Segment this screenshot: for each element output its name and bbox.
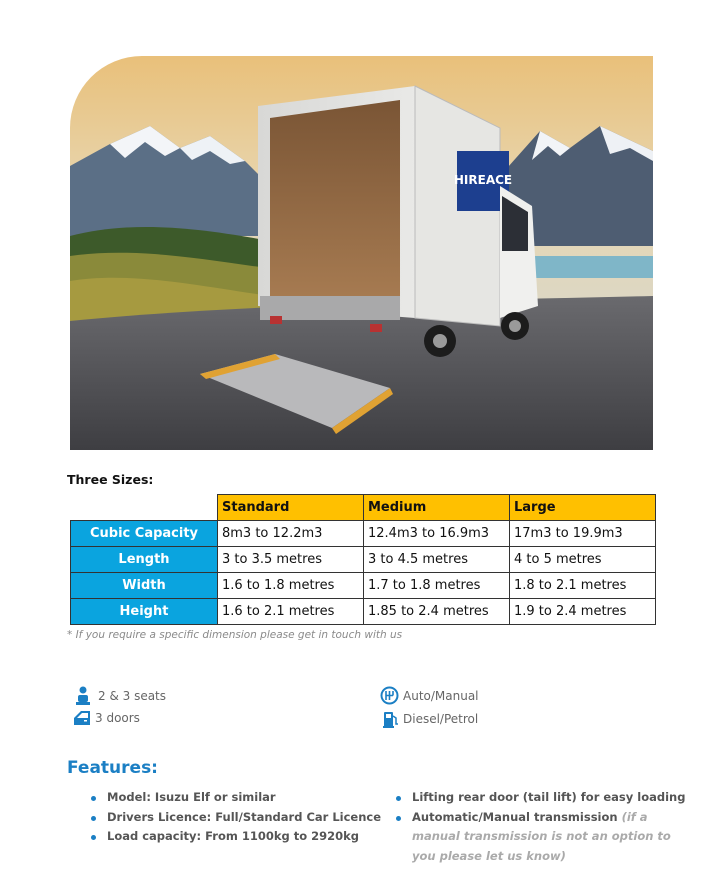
table-cell: 3 to 4.5 metres [364,547,510,573]
col-large: Large [510,495,656,521]
gear-shift-icon [380,686,399,705]
features-title: Features: [67,758,158,778]
feature-text: Drivers Licence: Full/Standard Car Licence [107,809,382,824]
spec-seats-label: 2 & 3 seats [98,689,167,703]
features-list-left [91,788,391,847]
table-corner [71,495,218,521]
brand-text: HIREACE [453,173,513,187]
fuel-pump-icon [382,709,399,729]
dimension-note: * If you require a specific dimension please get in touch with us [67,629,403,641]
feature-text: Lifting rear door (tail lift) for easy loading [412,790,686,804]
list-item [91,827,391,847]
table-row [71,521,656,547]
col-standard: Standard [218,495,364,521]
table-row [71,599,656,625]
car-door-icon [72,709,92,727]
table-cell: 1.85 to 2.4 metres [364,599,510,625]
feature-text: Model: Isuzu Elf or similar [107,790,276,804]
bullet-icon [396,796,401,801]
feature-text: Automatic/Manual transmission [412,809,622,824]
list-item [91,788,391,808]
spec-doors-label: 3 doors [95,711,140,725]
spec-doors [72,709,140,727]
list-item [91,808,391,828]
bullet-icon [91,796,96,801]
bullet-icon [91,816,96,821]
row-label-width: Width [71,573,218,599]
table-cell: 3 to 3.5 metres [218,547,364,573]
table-cell: 1.7 to 1.8 metres [364,573,510,599]
table-cell: 8m3 to 12.2m3 [218,521,364,547]
table-row [71,547,656,573]
sizes-table [70,494,656,625]
spec-seats [74,686,166,706]
spec-transmission [380,686,479,705]
row-label-cubic-capacity: Cubic Capacity [71,521,218,547]
table-cell: 4 to 5 metres [510,547,656,573]
bullet-icon [91,835,96,840]
table-header-row [71,495,656,521]
list-item [396,808,686,867]
row-label-length: Length [71,547,218,573]
table-cell: 1.9 to 2.4 metres [510,599,656,625]
table-cell: 1.6 to 2.1 metres [218,599,364,625]
table-cell: 17m3 to 19.9m3 [510,521,656,547]
bullet-icon [396,816,401,821]
hero-image [70,56,653,450]
features-list-right [396,788,686,866]
table-cell: 1.6 to 1.8 metres [218,573,364,599]
table-row [71,573,656,599]
table-cell: 12.4m3 to 16.9m3 [364,521,510,547]
row-label-height: Height [71,599,218,625]
col-medium: Medium [364,495,510,521]
table-cell: 1.8 to 2.1 metres [510,573,656,599]
list-item [396,788,686,808]
spec-fuel-label: Diesel/Petrol [403,712,479,726]
sizes-heading: Three Sizes: [67,472,154,487]
spec-fuel [382,709,478,729]
feature-text: Load capacity: From 1100kg to 2920kg [107,829,360,843]
spec-transmission-label: Auto/Manual [403,688,479,703]
person-seat-icon [74,686,92,706]
feature-note: (if a manual transmission is not an option to you please let us know) [412,809,671,863]
